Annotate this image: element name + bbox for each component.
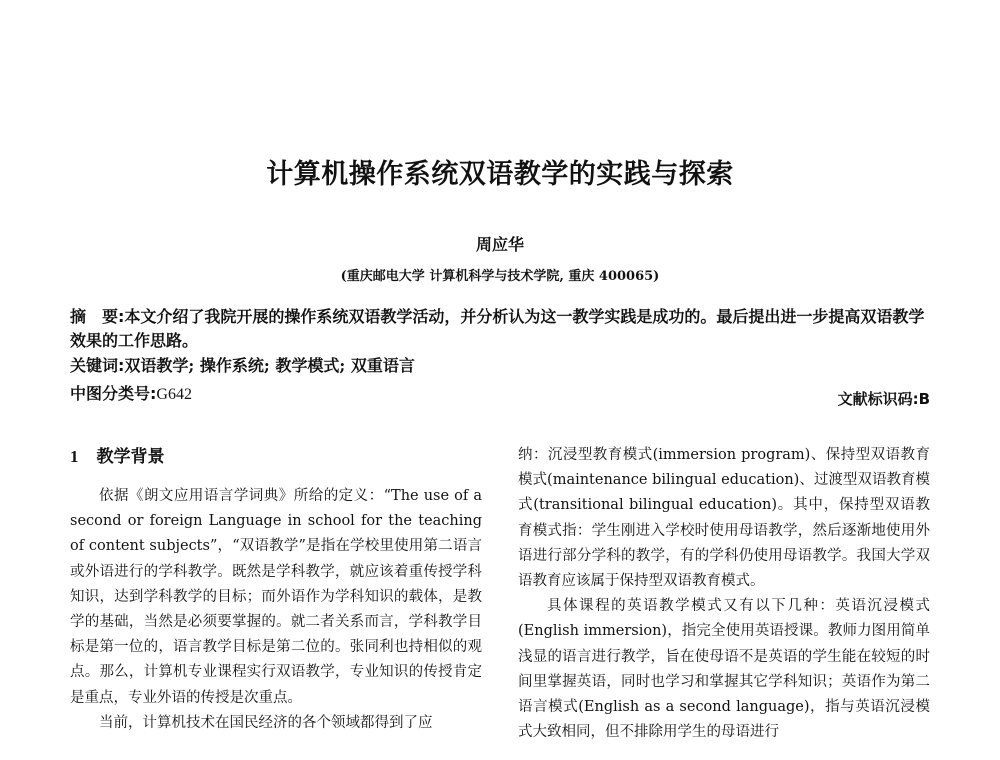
classification-value: G642 [156,386,192,403]
keywords-label: 关键词: [70,356,125,375]
author-name: 周应华 [475,235,524,254]
document-id [838,388,930,409]
author-affiliation: (重庆邮电大学 计算机科学与技术学院, 重庆 400065) [340,269,660,284]
section-number: 1 [70,447,79,466]
abstract-text: 本文介绍了我院开展的操作系统双语教学活动，并分析认为这一教学实践是成功的。最后提出进一步提高双语教学效果的工作思路。 [70,307,925,350]
abstract [70,305,930,353]
document-id-value: B [918,390,930,408]
paper-title: 计算机操作系统双语教学的实践与探索 [266,159,734,190]
left-column [70,484,482,736]
keywords-text: 双语教学; 操作系统; 教学模式; 双重语言 [124,356,415,375]
left-paragraph-1: 依据《朗文应用语言学词典》所给的定义：“The use of a second or foreign Language in school for the teaching of content subjects”，“双语教学”是指在学校里使用第二语言或外语进行的学科教学。既然是学科教学，就应该着重传授学科知识，达到学科教学的目标；而外语作为学科知识的载体，是教学的基础，当然是必须要掌握的。就二者关系而言，学科教学目标是第一位的，语言教学目标是第二位的。张同利也持相似的观点。那么，计算机专业课程实行双语教学，专业知识的传授肯定是重点，专业外语的传授是次重点。 [70,488,482,706]
document-id-label: 文献标识码: [837,390,919,408]
section-heading [70,442,165,467]
right-paragraph-1: 纳：沉浸型教育模式(immersion program)、保持型双语教育模式(maintenance bilingual education)、过渡型双语教育模式(transitional bilingual education)。其中，保持型双语教育模式指：学生刚进入学校时使用母语教学，然后逐渐地使用外语进行部分学科的教学，有的学科仍使用母语教学。我国大学双语教育应该属于保持型双语教育模式。 [518,447,930,590]
abstract-label: 摘 要: [70,307,125,326]
classification-label: 中图分类号: [70,384,157,403]
left-paragraph-2: 当前，计算机技术在国民经济的各个领域都得到了应 [99,714,433,731]
section-title: 教学背景 [96,447,165,467]
classification [70,382,930,407]
right-column [518,443,930,745]
right-paragraph-2: 具体课程的英语教学模式又有以下几种：英语沉浸模式(English immersion)，指完全使用英语授课。教师力图用简单浅显的语言进行教学，旨在使母语不是英语的学生能在较短的时间里掌握英语，同时也学习和掌握其它学科知识；英语作为第二语言模式(English as a second language)，指与英语沉浸模式大致相同，但不排除用学生的母语进行 [518,598,930,741]
keywords [70,354,930,378]
